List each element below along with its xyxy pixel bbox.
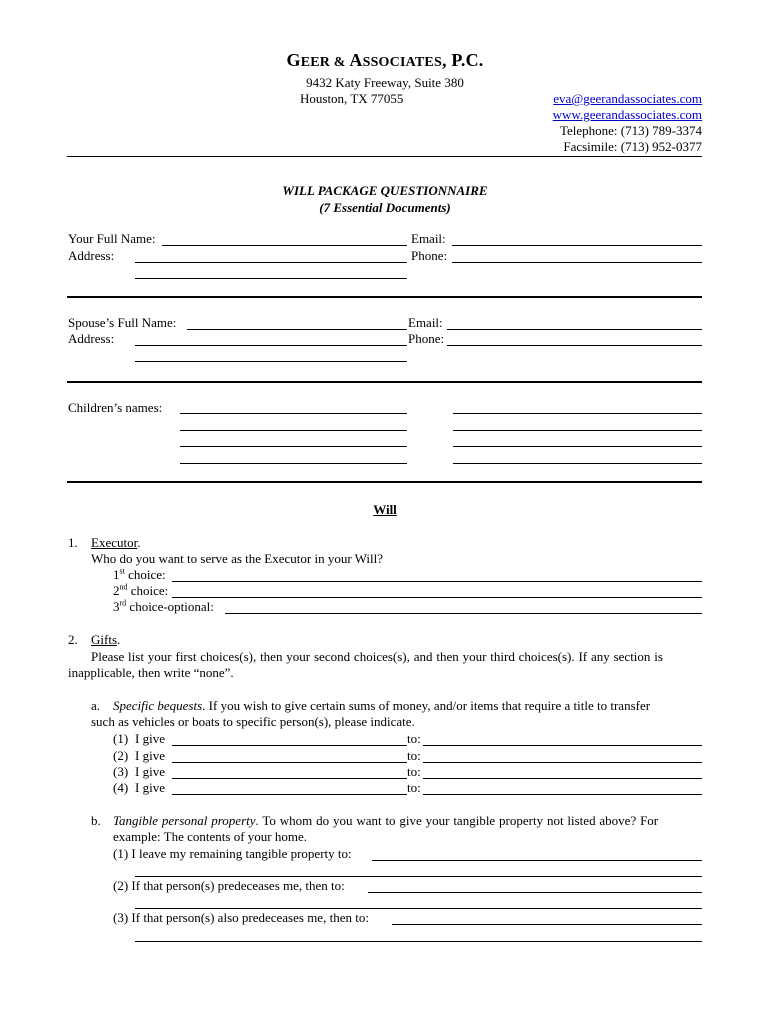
header-divider [67,156,702,157]
specific-letter: a. [91,698,101,713]
specific-title: Specific bequests [113,698,203,713]
specific-desc: . If you wish to give certain sums of money, and/or items that require a title to transfer [202,698,651,713]
item-num: (1) [113,731,129,746]
full-name-field[interactable] [162,245,407,246]
item-num: (4) [113,780,129,795]
spouse-name-label: Spouse’s Full Name: [68,315,177,330]
tangible-q3: (3) If that person(s) also predeceases me, then to: [113,910,369,925]
tangible-q2-field-2[interactable] [135,908,702,909]
item-num: (2) [113,748,129,763]
tangible-text-1 [113,813,658,829]
gift-recipient-field[interactable] [423,778,702,779]
gift-item-field[interactable] [172,778,407,779]
item-to: to: [407,731,421,746]
item-label: I give [135,731,165,746]
executor-question: Who do you want to serve as the Executor in your Will? [91,551,384,566]
choice-3-text: choice-optional: [126,599,214,614]
spouse-name-field[interactable] [187,329,407,330]
gift-recipient-field[interactable] [423,794,702,795]
child-name-field[interactable] [453,413,702,414]
item-label: I give [135,780,165,795]
item-to: to: [407,748,421,763]
spouse-address-field-2[interactable] [135,361,407,362]
tangible-q2-field[interactable] [368,892,702,893]
executor-title [91,535,140,551]
email-link[interactable]: eva@geerandassociates.com [553,91,702,106]
gift-item-field[interactable] [172,745,407,746]
item-num: (3) [113,764,129,779]
tangible-q1-field-2[interactable] [135,876,702,877]
gifts-title-period: . [117,632,121,647]
item-to: to: [407,780,421,795]
gift-item-field[interactable] [172,794,407,795]
choice-3-sup: rd [119,598,127,608]
tangible-q1-field[interactable] [372,860,702,861]
telephone: Telephone: (713) 789-3374 [559,123,702,138]
section-divider [67,481,702,483]
address-field-1[interactable] [135,262,407,263]
executor-choice-3-label [113,599,214,615]
tangible-title: Tangible personal property [113,813,256,828]
spouse-email-field[interactable] [447,329,702,330]
firm-name-suffix: , P.C. [441,50,484,70]
specific-text-2: such as vehicles or boats to specific person(s), please indicate. [91,714,415,729]
address-label: Address: [68,248,115,263]
child-name-field[interactable] [180,446,407,447]
will-heading: Will [373,502,397,517]
tangible-q1: (1) I leave my remaining tangible property to: [113,846,352,861]
tangible-text-2: example: The contents of your home. [113,829,307,844]
website-link[interactable]: www.geerandassociates.com [552,107,702,122]
executor-title-text: Executor [91,535,138,550]
phone-field[interactable] [452,262,702,263]
gift-recipient-field[interactable] [423,762,702,763]
executor-choice-2-field[interactable] [172,597,702,598]
executor-choice-2-label [113,583,168,599]
child-name-field[interactable] [180,463,407,464]
child-name-field[interactable] [180,413,407,414]
doc-subtitle: (7 Essential Documents) [319,200,451,215]
choice-3-num: 3 [113,599,120,614]
item-to: to: [407,764,421,779]
firm-name-a: A [349,50,363,70]
gifts-intro-2: inapplicable, then write “none”. [68,665,234,680]
spouse-email-label: Email: [408,315,443,330]
address-line-1: 9432 Katy Freeway, Suite 380 [306,75,464,90]
gifts-title [91,632,120,648]
gift-item-field[interactable] [172,762,407,763]
executor-choice-3-field[interactable] [225,613,702,614]
gift-recipient-field[interactable] [423,745,702,746]
firm-name-g: G [286,50,301,70]
tangible-desc: . To whom do you want to give your tangible property not listed above? For [255,813,659,828]
firm-name-ssociates: SSOCIATES [362,55,442,70]
email-field[interactable] [452,245,702,246]
choice-2-num: 2 [113,583,120,598]
child-name-field[interactable] [453,430,702,431]
executor-title-period: . [137,535,141,550]
choice-1-sup: st [119,566,125,576]
child-name-field[interactable] [453,463,702,464]
tangible-letter: b. [91,813,101,828]
choice-1-num: 1 [113,567,120,582]
executor-choice-1-field[interactable] [172,581,702,582]
address-field-2[interactable] [135,278,407,279]
doc-title: WILL PACKAGE QUESTIONNAIRE [282,183,488,198]
address-line-2: Houston, TX 77055 [300,91,404,106]
spouse-address-label: Address: [68,331,115,346]
child-name-field[interactable] [180,430,407,431]
firm-name [0,50,770,71]
executor-number: 1. [68,535,78,550]
spouse-phone-field[interactable] [447,345,702,346]
facsimile: Facsimile: (713) 952-0377 [563,139,702,154]
choice-2-text: choice: [127,583,169,598]
tangible-q3-field-2[interactable] [135,941,702,942]
specific-text-1 [113,698,650,714]
tangible-q3-field[interactable] [392,924,702,925]
item-label: I give [135,764,165,779]
item-label: I give [135,748,165,763]
gifts-title-text: Gifts [91,632,117,647]
gifts-intro-1: Please list your first choices(s), then your second choices(s), and then your third choices(s). If any section is [91,649,663,664]
executor-choice-1-label [113,567,166,583]
section-divider [67,296,702,298]
phone-label: Phone: [411,248,448,263]
child-name-field[interactable] [453,446,702,447]
choice-1-text: choice: [124,567,166,582]
spouse-phone-label: Phone: [408,331,445,346]
spouse-address-field-1[interactable] [135,345,407,346]
tangible-q2: (2) If that person(s) predeceases me, then to: [113,878,345,893]
email-label: Email: [411,231,446,246]
firm-name-eer: EER & [300,55,350,70]
choice-2-sup: nd [119,582,128,592]
children-label: Children’s names: [68,400,163,415]
gifts-number: 2. [68,632,78,647]
full-name-label: Your Full Name: [68,231,156,246]
section-divider [67,381,702,383]
